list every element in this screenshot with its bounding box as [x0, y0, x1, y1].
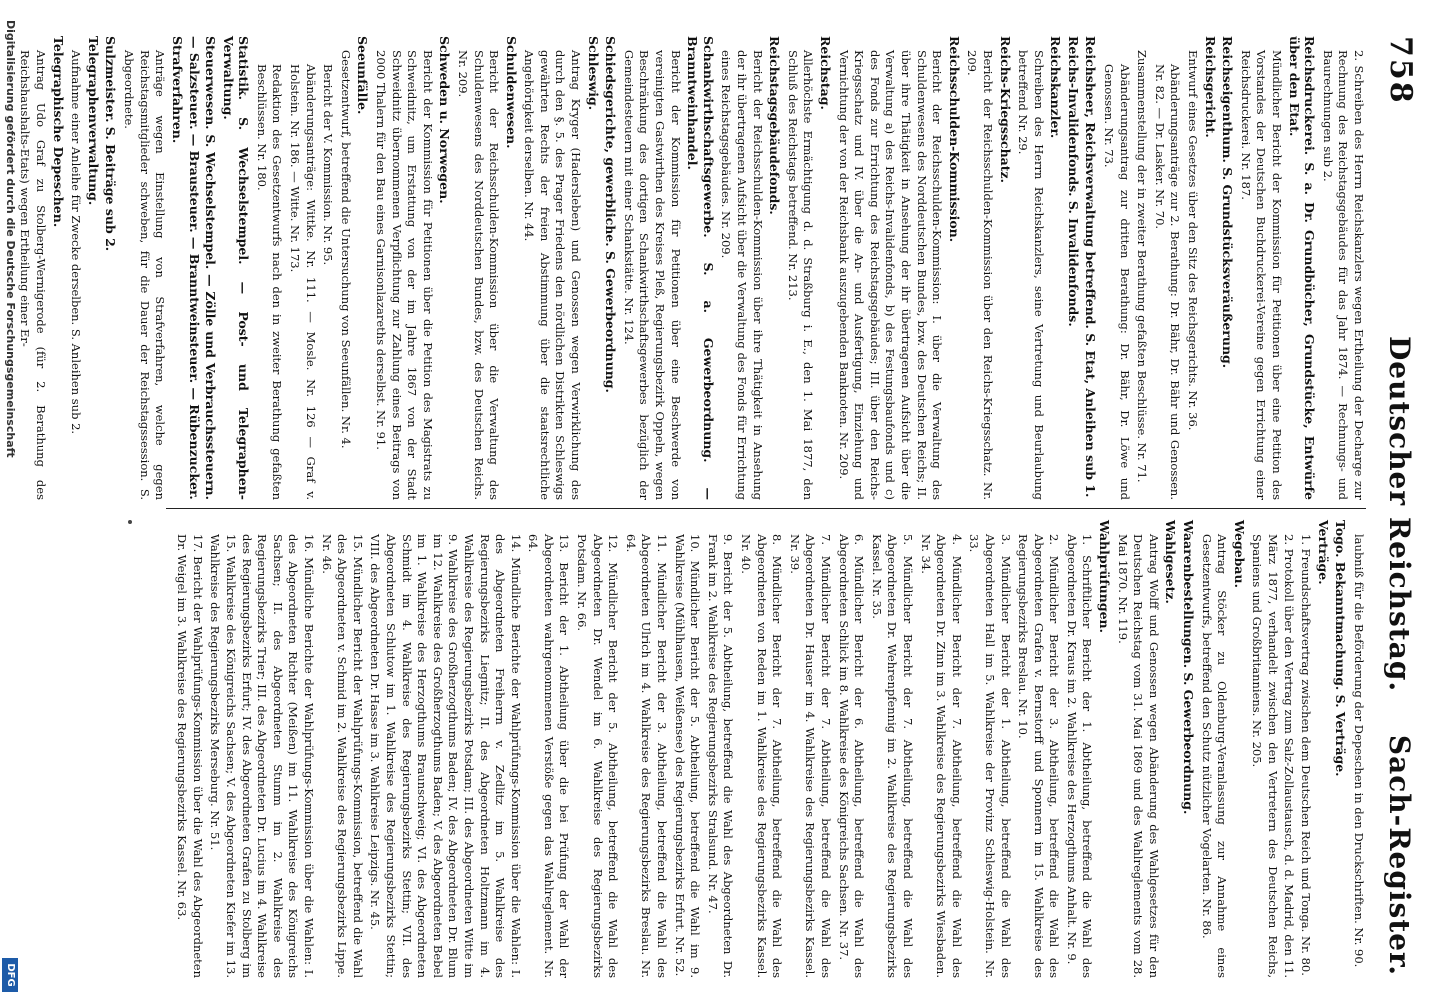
index-heading: Reichs-Invalidenfonds. S. Invalidenfonds.	[1065, 36, 1081, 327]
index-heading: Steuerwesen. S. Wechselstempel. — Zölle und Verbrauchssteuern. — Salzsteuer. — Brausteuer. — Branntweinsteuer. — Rübenzucker.	[187, 36, 219, 500]
index-entry: 13. Bericht der 1. Abtheilung über die bei Prüfung der Wahl der Abgeordneten wahrgenommenen Verstöße gegen das Wahlreglement. Nr. 64.	[526, 534, 572, 978]
index-entry: Entwurf eines Gesetzes über den Sitz des Reichsgerichts. Nr. 36.	[1186, 50, 1201, 431]
index-entry: 2. Schreiben des Herrn Reichskanzlers wegen Ertheilung der Decharge zur Rechnung des Reichstagsgebäudes für das Jahr 1874. — Rechnungs- und Baurechnungen sub 2.	[1320, 50, 1366, 500]
running-subtitle: Sach-Register.	[1383, 734, 1416, 976]
digitization-credit: Digitalisierung gefördert durch die Deutsche Forschungsgemeinschaft	[4, 20, 17, 458]
index-heading: Schankwirthschaftsgewerbe. S. a. Gewerbeordnung. — Branntweinhandel.	[685, 36, 716, 500]
column-divider	[166, 508, 1366, 509]
index-entry: 1. Schriftlicher Bericht der 1. Abtheilung, betreffend die Wahl des Abgeordneten Dr. Kraus im 2. Wahlkreise des Herzogthums Anhalt. Nr. 9.	[1064, 534, 1095, 978]
index-entry: 4. Mündlicher Bericht der 7. Abtheilung, betreffend die Wahl des Abgeordneten Dr. Zinn im 3. Wahlkreise des Regierungsbezirks Wiesbaden. Nr. 34.	[918, 534, 964, 978]
index-heading: Reichstag.	[818, 36, 833, 110]
index-heading: Schuldenwesen.	[503, 36, 519, 149]
index-heading: Reichsgericht.	[1202, 36, 1218, 138]
index-entry: 15. Mündlicher Bericht der Wahlprüfungs-Kommission, betreffend die Wahl des Abgeordneten v. Schmid im 2. Wahlkreise des Regierungsbezirks Lippe. Nr. 46.	[319, 534, 365, 978]
index-entry: Antrag Udo Graf zu Stolberg-Wernigerode (für 2. Berathung des Reichshaushalts-Etats) wegen Ertheilung einer Er-	[18, 50, 49, 500]
index-entry: laubniß für die Beförderung der Depeschen in den Druckschriften. Nr. 90.	[1352, 534, 1366, 968]
index-heading: Reichsheer, Reichsverwaltung betreffend. S. Etat, Anleihen sub 1.	[1083, 36, 1099, 498]
index-entry: Anträge wegen Einstellung von Strafverfahren, welche gegen Reichstagsmitglieder schweben, für die Dauer der Reichstagssession. S. Abgeordnete.	[122, 50, 168, 500]
index-entry: 1. Freundschaftsvertrag zwischen dem Deutschen Reich und Tonga. Nr. 80.	[1299, 534, 1314, 976]
index-entry: Allerhöchste Ermächtigung d. d. Straßburg i. E., den 1. Mai 1877, den Schluß des Reichstags betreffend. Nr. 213.	[785, 50, 816, 500]
index-heading: Reichsschulden-Kommission.	[946, 36, 962, 243]
index-entry: 6. Mündlicher Bericht der 6. Abtheilung, betreffend die Wahl des Abgeordneten Schlick im 8. Wahlkreise des Königreichs Sachsen. Nr. 37.	[836, 534, 867, 978]
index-heading: Reichstagsgebäudefonds.	[767, 36, 783, 215]
index-entry: 2. Mündlicher Bericht der 3. Abtheilung, betreffend die Wahl des Abgeordneten Grafen v. Bernstorff und Sponnern im 15. Wahlkreise des Regierungsbezirks Breslau. Nr. 10.	[1016, 534, 1062, 978]
index-heading: Statistik. S. Wechselstempel. — Post- und Telegraphen-Verwaltung.	[220, 36, 252, 500]
index-entry: Abänderungsantrag zur dritten Berathung: Dr. Bähr, Dr. Löwe und Genossen. Nr. 73.	[1102, 64, 1132, 500]
index-entry: 10. Mündlicher Bericht der 5. Abtheilung, betreffend die Wahl im 9. Wahlkreise (Mühlhausen, Weißensee) des Regierungsbezirks Erfurt. Nr. 52.	[672, 534, 703, 978]
index-entry: Schreiben des Herrn Reichskanzlers, seine Vertretung und Beurlaubung betreffend Nr. 29.	[1016, 50, 1046, 500]
scan-speck	[128, 520, 132, 524]
index-entry: 14. Mündliche Berichte der Wahlprüfungs-Kommission über die Wahlen: I. des Abgeordneten Freiherrn v. Zedlitz im 5. Wahlkreise des Regierungsbezirks Liegnitz; II. des Abgeordneten Holtzmann im 4. Wahlkreise des Regierungsbezirks Potsdam; III. des Abgeordneten Witte im 9. Wahlkreise des Großherzogthums Baden; IV. des Abgeordneten Dr. Blum im 12. Wahlkreise des Großherzogthums Baden; V. des Abgeordneten Bebel im 1. Wahlkreise des Herzogthums Braunschweig; VI. des Abgeordneten Schmidt im 4. Wahlkreise des Regierungsbezirks Stettin; VII. des Abgeordneten Schlutow im 1. Wahlkreise des Regierungsbezirks Stettin; VIII. des Abgeordneten Dr. Hasse im 3. Wahlkreise Leipzigs. Nr. 45.	[368, 534, 523, 978]
index-entry: Bericht der V. Kommission. Nr. 95.	[321, 64, 336, 266]
left-column	[18, 36, 1366, 500]
index-heading: Wahlgesetz.	[1163, 520, 1179, 604]
index-entry: Bericht der Reichsschulden-Kommission über den Reichs-Kriegsschatz. Nr. 209.	[965, 50, 995, 500]
index-heading: Reichskanzler.	[1048, 36, 1064, 139]
index-entry: 7. Mündlicher Bericht der 7. Abtheilung, betreffend die Wahl des Abgeordneten Dr. Hauser im 4. Wahlkreise des Regierungsbezirks Kassel. Nr. 39.	[787, 534, 833, 978]
index-heading: Wegebau.	[1231, 520, 1247, 588]
index-entry: Abänderungsanträge: Wittke. Nr. 111. — Mosle. Nr. 126 — Graf v. Holstein. Nr. 186. — Witte. Nr. 173.	[288, 64, 318, 500]
index-entry: Bericht der Kommission für Petitionen über eine Beschwerde von vereinigten Gastwirthen des Kreises Pleß, Regierungsbezirk Oppeln, wegen Beschränkung des dortigen Schankwirthschaftsgewerbes bezüglich der Gemeindesteuern mit einer Schankstätte. Nr. 124.	[621, 50, 683, 500]
index-entry: Aufnahme einer Anleihe für Zwecke derselben. S. Anleihen sub 2.	[69, 50, 84, 435]
index-entry: Abänderungsanträge zur 2. Berathung: Dr. Bähr, Dr. Bähr und Genossen. Nr. 82. — Dr. Lasker. Nr. 70.	[1152, 64, 1183, 500]
index-heading: Waarenbestellungen. S. Gewerbeordnung.	[1181, 520, 1197, 815]
index-entry: Gesetzentwurf, betreffend die Untersuchung von Seeunfällen. Nr. 4.	[338, 50, 353, 449]
index-entry: 2. Protokoll über den Vertrag zum Salz-Zollaustausch, d. d. Madrid, den 11. März 1877, verhandelt zwischen den Vertretern des Deutschen Reichs, Spaniens und Großbritanniens. Nr. 205.	[1250, 534, 1296, 978]
index-entry: 9. Bericht der 5. Abtheilung, betreffend die Wahl des Abgeordneten Dr. Frank im 2. Wahlkreise des Regierungsbezirks Stralsund. Nr. 47.	[705, 534, 736, 978]
index-entry: Zusammenstellung der in zweiter Berathung gefaßten Beschlüsse. Nr. 71.	[1135, 50, 1150, 483]
index-entry: 5. Mündlicher Bericht der 7. Abtheilung, betreffend die Wahl des Abgeordneten Dr. Wehrenpfennig im 2. Wahlkreise des Regierungsbezirks Kassel. Nr. 35.	[869, 534, 915, 978]
index-entry: 17. Bericht der Wahlprüfungs-Kommission über die Wahl des Abgeordneten Dr. Weigel im 3. Wahlkreise des Regierungsbezirks Kassel. Nr. 63.	[175, 534, 205, 978]
index-heading: Sulzmeister. S. Beiträge sub 2.	[103, 36, 119, 252]
page-number: 758	[1383, 36, 1418, 105]
index-entry: Antrag Wolff und Genossen wegen Abänderung des Wahlgesetzes für den Deutschen Reichstag vom 31. Mai 1869 und des Wahlreglements vom 28. Mai 1870. Nr. 119.	[1115, 534, 1161, 978]
running-title: Deutscher Reichstag.	[1383, 336, 1416, 693]
index-heading: Schleswig.	[585, 36, 601, 111]
index-heading: Reichsdruckerei. S. a. Dr. Grundbücher, Grundstücke, Entwürfe über den Etat.	[1286, 36, 1318, 500]
index-heading: Wahlprüfungen.	[1097, 520, 1113, 633]
index-heading: Strafverfahren.	[169, 36, 185, 144]
index-heading: Schweden u. Norwegen.	[437, 36, 453, 204]
dfg-logo: DFG	[2, 958, 18, 992]
index-heading: Reichseigenthum. S. Grundstücksveräußerung.	[1220, 36, 1236, 369]
index-entry: Antrag Stöcker zu Oldenburg-Veranlassung zur Annahme eines Gesetzentwurfs, betreffend den Schutz nützlicher Vogelarten. Nr. 86.	[1199, 534, 1230, 978]
index-entry: Redaktion des Gesetzentwurfs nach den in zweiter Berathung gefaßten Beschlüssen. Nr. 180.	[254, 64, 285, 500]
index-heading: Verträge.	[1315, 520, 1331, 585]
index-entry: 8. Mündlicher Bericht der 7. Abtheilung, betreffend die Wahl des Abgeordneten von Reden im 1. Wahlkreise des Regierungsbezirks Kassel. Nr. 40.	[739, 534, 785, 978]
index-heading: Telegraphenverwaltung.	[85, 36, 101, 206]
index-entry: Antrag Kryger (Hadersleben) und Genossen wegen Verwirklichung des durch den §. 5. des Prager Friedens den nördlichen Distrikten Schleswigs gewährten Rechts der freien Abstimmung über die staatsrechtliche Angehörigkeit derselben. Nr. 44.	[522, 50, 584, 500]
index-entry: 16. Mündliche Berichte der Wahlprüfungs-Kommission über die Wahlen: I. des Abgeordneten Richter (Meißen) im 11. Wahlkreise des Königreichs Sachsen; II. des Abgeordneten Stumm im 2. Wahlkreise des Regierungsbezirks Trier; III. des Abgeordneten Dr. Lucius im 4. Wahlkreise des Regierungsbezirks Erfurt; IV. des Abgeordneten Grafen zu Stolberg im 15. Wahlkreise des Königreichs Sachsen; V. des Abgeordneten Kiefer im 13. Wahlkreise des Regierungsbezirks Merseburg. Nr. 51.	[208, 534, 316, 978]
page-header	[1374, 36, 1426, 976]
index-entry: Mündlicher Bericht der Kommission für Petitionen über eine Petition des Vorstandes der Deutschen Buchdruckerei-Vereine gegen Errichtung einer Reichsdruckerei. Nr. 187.	[1238, 50, 1285, 500]
index-entry: 12. Mündlicher Bericht der 5. Abtheilung, betreffend die Wahl des Abgeordneten Dr. Wendel im 6. Wahlkreise des Regierungsbezirks Potsdam. Nr. 66.	[575, 534, 621, 978]
index-entry: Bericht der Kommission für Petitionen über die Petition des Magistrats zu Schweidnitz, um Erstattung von der im Jahre 1867 von der Stadt Schweidnitz übernommenen Verpflichtung zur Zahlung eines Beitrags von 2000 Thalern für den Bau eines Garnisonlazareths derselbst. Nr. 91.	[373, 50, 435, 500]
index-heading: Togo. Bekanntmachung. S. Verträge.	[1333, 520, 1349, 777]
index-entry: Bericht der Reichsschulden-Kommission über die Verwaltung des Schuldenwesens des Norddeutschen Bundes, bzw. des Deutschen Reichs. Nr. 209.	[455, 50, 502, 500]
index-heading: Schiedsgerichte, gewerbliche. S. Gewerbeordnung.	[603, 36, 619, 393]
index-entry: 3. Mündlicher Bericht der 1. Abtheilung, betreffend die Wahl des Abgeordneten Hall im 5. Wahlkreise der Provinz Schleswig-Holstein. Nr. 33.	[967, 534, 1013, 978]
index-heading: Reichs-Kriegsschatz.	[997, 36, 1013, 184]
index-entry: Bericht der Reichsschulden-Kommission: I. über die Verwaltung des Schuldenwesens des Norddeutschen Bundes, bzw. des Deutschen Reichs; II. über ihre Thätigkeit in Ansehung der ihr übertragenen Aufsicht über die Verwaltung a) des Reichs-Invalidenfonds, b) des Festungsbaufonds und c) des Fonds zur Errichtung des Reichstagsgebäudes; III. über den Reichs-Kriegsschatz und IV. über die An- und Ausfertigung, Einziehung und Vernichtung der von der Reichsbank auszugebenden Banknoten. Nr. 209.	[836, 50, 945, 500]
right-column	[76, 520, 1366, 978]
index-entry: 11. Mündlicher Bericht der 3. Abtheilung, betreffend die Wahl des Abgeordneten Ulrich im 4. Wahlkreise des Regierungsbezirks Breslau. Nr. 64.	[623, 534, 670, 978]
index-entry: Bericht der Reichsschulden-Kommission über ihre Thätigkeit in Ansehung der ihr übertragenen Aufsicht über die Verwaltung des Fonds für Errichtung eines Reichstagsgebäudes. Nr. 209.	[719, 50, 765, 500]
index-heading: Seeunfälle.	[355, 36, 371, 115]
index-heading: Telegraphische Depeschen.	[50, 36, 66, 228]
